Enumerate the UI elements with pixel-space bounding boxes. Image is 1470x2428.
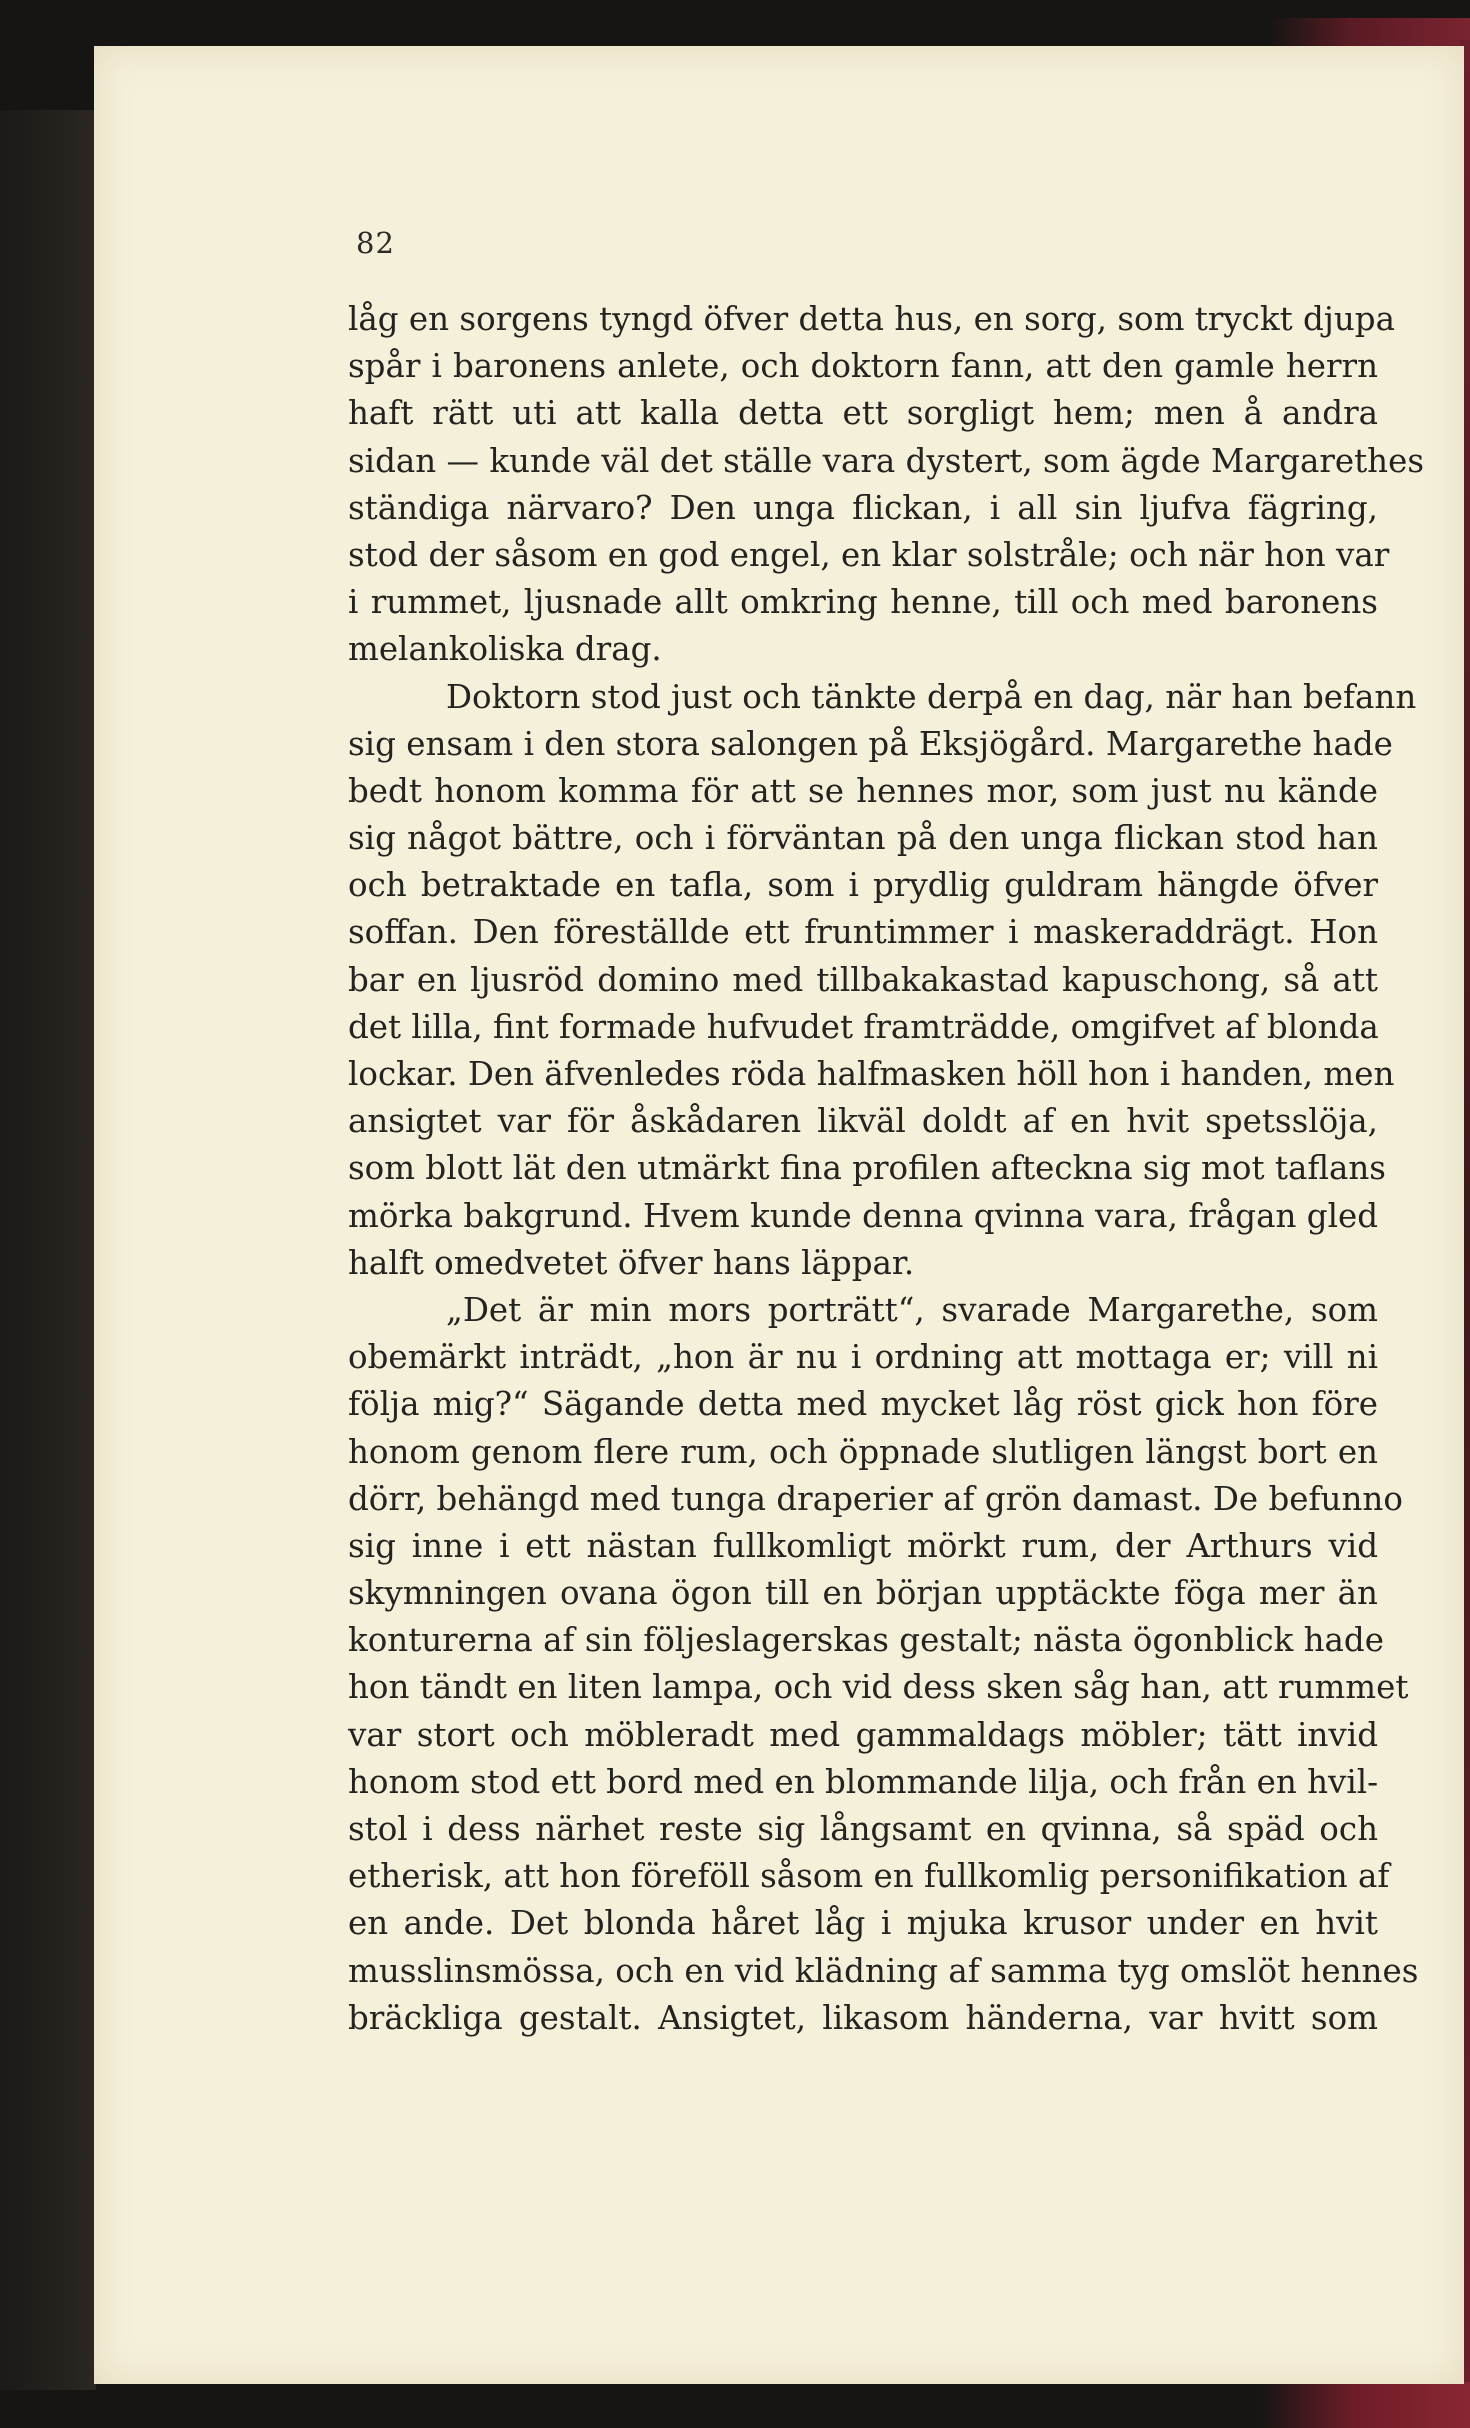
text-line: bedt honom komma för att se hennes mor, som just nu kände (348, 771, 1378, 810)
text-line: sig ensam i den stora salongen på Eksjögård. Margarethe hade (348, 724, 1393, 763)
text-line: bar en ljusröd domino med tillbakakastad kapuschong, så att (348, 960, 1378, 999)
text-line: dörr, behängd med tunga draperier af grön damast. De befunno (348, 1479, 1403, 1518)
text-line: i rummet, ljusnade allt omkring henne, till och med baronens (348, 583, 1378, 622)
text-line: musslinsmössa, och en vid klädning af samma tyg omslöt hennes (348, 1951, 1419, 1990)
text-line: honom stod ett bord med en blommande lilja, och från en hvil- (348, 1762, 1379, 1801)
text-line: var stort och möbleradt med gammaldags möbler; tätt invid (348, 1715, 1378, 1754)
text-line: ansigtet var för åskådaren likväl doldt af en hvit spetsslöja, (348, 1102, 1378, 1141)
text-line: ständiga närvaro? Den unga flickan, i all sin ljufva fägring, (348, 488, 1378, 527)
page-number: 82 (356, 226, 395, 260)
scan-background-left (0, 110, 96, 2390)
text-line: halft omedvetet öfver hans läppar. (348, 1243, 915, 1282)
text-line: melankoliska drag. (348, 630, 662, 669)
text-line: stod der såsom en god engel, en klar solstråle; och när hon var (348, 535, 1390, 574)
text-line: och betraktade en tafla, som i prydlig guldram hängde öfver (348, 866, 1378, 905)
text-line: Doktorn stod just och tänkte derpå en dag, när han befann (446, 677, 1417, 716)
text-line: mörka bakgrund. Hvem kunde denna qvinna vara, frågan gled (348, 1196, 1378, 1235)
page-body-text (348, 296, 1424, 2042)
text-line: sidan — kunde väl det ställe vara dystert, som ägde Margarethes (348, 441, 1424, 480)
text-line: soffan. Den föreställde ett fruntimmer i maskeraddrägt. Hon (348, 913, 1378, 952)
text-line: sig något bättre, och i förväntan på den unga flickan stod han (348, 819, 1378, 858)
text-line: stol i dess närhet reste sig långsamt en qvinna, så späd och (348, 1810, 1378, 1848)
text-line: haft rätt uti att kalla detta ett sorgligt hem; men å andra (348, 394, 1378, 433)
text-line: etherisk, att hon föreföll såsom en fullkomlig personifikation af (348, 1857, 1390, 1896)
text-line: sig inne i ett nästan fullkomligt mörkt rum, der Arthurs vid (348, 1526, 1378, 1565)
text-line: konturerna af sin följeslagerskas gestalt; nästa ögonblick hade (348, 1621, 1384, 1660)
text-line: bräckliga gestalt. Ansigtet, likasom händerna, var hvitt som (348, 1998, 1378, 2037)
book-binding-bottom (1260, 2382, 1470, 2428)
text-line: honom genom flere rum, och öppnade slutligen längst bort en (348, 1432, 1378, 1471)
text-line: obemärkt inträdt, „hon är nu i ordning att mottaga er; vill ni (348, 1338, 1378, 1377)
text-line: en ande. Det blonda håret låg i mjuka krusor under en hvit (348, 1904, 1378, 1943)
text-line: spår i baronens anlete, och doktorn fann, att den gamle herrn (348, 347, 1378, 386)
text-line: skymningen ovana ögon till en början upptäckte föga mer än (348, 1574, 1378, 1613)
text-line: låg en sorgens tyngd öfver detta hus, en sorg, som tryckt djupa (348, 300, 1395, 338)
text-line: det lilla, fint formade hufvudet framträdde, omgifvet af blonda (348, 1007, 1379, 1046)
text-line: hon tändt en liten lampa, och vid dess sken såg han, att rummet (348, 1668, 1409, 1707)
text-line: lockar. Den äfvenledes röda halfmasken höll hon i handen, men (348, 1055, 1395, 1093)
text-line: „Det är min mors porträtt“, svarade Margarethe, som (446, 1290, 1378, 1329)
text-line: som blott lät den utmärkt fina profilen afteckna sig mot taflans (348, 1149, 1386, 1188)
text-line: följa mig?“ Sägande detta med mycket låg röst gick hon före (348, 1385, 1378, 1424)
book-page (94, 46, 1464, 2384)
